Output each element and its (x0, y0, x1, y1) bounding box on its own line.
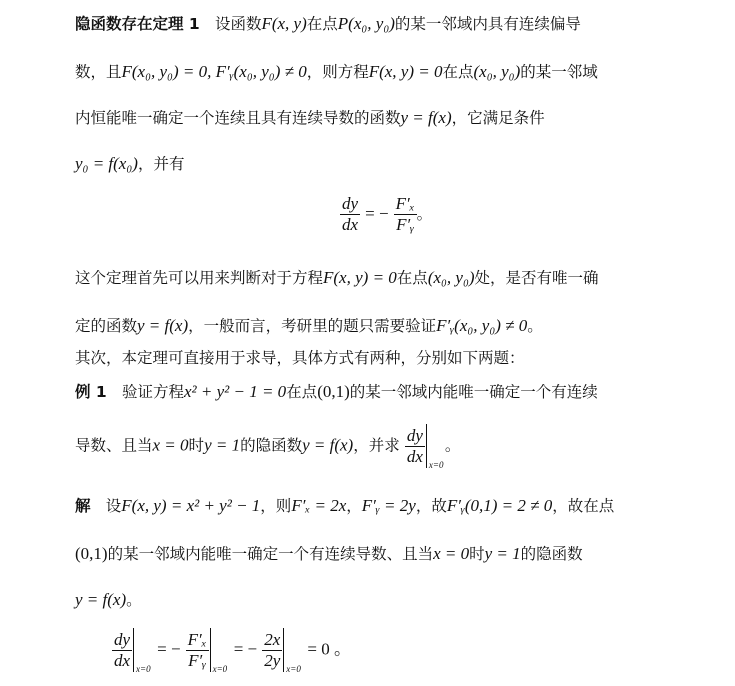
math: (0,1) (317, 382, 350, 401)
example-line-2 (75, 424, 460, 468)
text: 。 (126, 591, 142, 609)
text: ，一般而言，考研里的题只需要验证 (188, 317, 437, 335)
text: 的隐函数 (520, 545, 583, 563)
text: 这个定理首先可以用来判断对于方程 (75, 269, 324, 287)
theorem-line-1 (75, 12, 581, 34)
text: 设函数 (214, 15, 262, 33)
math: y = f(x) (400, 108, 452, 127)
numerator: dy (342, 194, 359, 213)
text: 时 (188, 436, 205, 455)
math: y = f(x) (302, 435, 354, 455)
numerator: 2x (264, 629, 281, 649)
text: 设 (105, 497, 122, 515)
eval-subscript: x=0 (286, 664, 301, 674)
para-line-1 (75, 266, 599, 288)
math: y = 1 (484, 544, 521, 563)
math: F(x, y) = 0 (323, 268, 397, 287)
evaluation-bar (283, 628, 302, 672)
example-line-1 (75, 380, 598, 402)
solution-formula (112, 628, 351, 672)
evaluation-bar (133, 628, 152, 672)
text: 其次，本定理可直接用于求导，具体方式有两种，分别如下两题： (75, 349, 525, 367)
math: P(x₀, y₀) (337, 14, 395, 33)
denominator: dx (342, 215, 359, 234)
text: 的隐函数 (240, 436, 303, 455)
math: x = 0 (433, 544, 470, 563)
fraction (405, 426, 425, 467)
denominator: dx (406, 446, 423, 466)
math: F′ₓ = 2x (291, 496, 347, 515)
math: y = f(x) (137, 316, 189, 335)
fraction (340, 194, 360, 235)
text: ，则方程 (306, 63, 369, 81)
numerator: dy (114, 629, 131, 649)
text: 导数、且当 (75, 436, 153, 455)
para-line-2 (75, 314, 543, 336)
solution-line-3 (75, 588, 142, 610)
text: 的某一邻域内能唯一确定一个有连续 (349, 383, 598, 401)
math: F(x₀, y₀) = 0, F′ᵧ(x₀, y₀) ≠ 0 (121, 62, 307, 81)
math: F(x, y) = x² + y² − 1 (121, 496, 261, 515)
solution-label: 解 (75, 497, 91, 515)
denominator: dx (114, 650, 131, 670)
math: F′ᵧ(x₀, y₀) ≠ 0 (436, 316, 528, 335)
solution-line-1 (75, 494, 614, 516)
para-line-3 (75, 346, 525, 368)
text: 处，是否有唯一确 (474, 269, 599, 287)
fraction (186, 630, 209, 671)
math: x = 0 (152, 435, 189, 455)
text: 的某一邻域内能唯一确定一个有连续导数、且当 (107, 545, 434, 563)
text: 内恒能唯一确定一个连续且具有连续导数的函数 (75, 109, 401, 127)
math: = − (365, 204, 389, 223)
text: 在点 (286, 383, 318, 401)
theorem-line-3 (75, 106, 545, 128)
text: 在点 (306, 15, 338, 33)
text: ，故在点 (552, 497, 615, 515)
text: ，并有 (137, 155, 185, 173)
math: y = f(x) (75, 590, 127, 609)
eval-subscript: x=0 (212, 664, 228, 674)
theorem-line-4 (75, 152, 184, 174)
text: ，故 (415, 497, 447, 515)
example-label: 例 1 (75, 383, 107, 401)
math: F′ᵧ = 2y (361, 496, 416, 515)
text: ，则 (260, 497, 292, 515)
math: F′ᵧ(0,1) = 2 ≠ 0 (446, 496, 553, 515)
text: 的某一邻域 (520, 63, 598, 81)
text: 在点 (442, 63, 474, 81)
text: 。 (527, 317, 543, 335)
numerator: F′ₓ (395, 194, 415, 213)
denominator: 2y (264, 650, 281, 670)
math: = − (157, 639, 181, 659)
denominator: F′ᵧ (396, 215, 415, 234)
evaluation-bar (426, 424, 445, 468)
math: y₀ = f(x₀) (75, 154, 138, 173)
eval-subscript: x=0 (136, 664, 151, 674)
text: 。 (444, 436, 461, 455)
fraction (262, 630, 282, 671)
denominator: F′ᵧ (188, 650, 207, 670)
text: 数，且 (75, 63, 122, 81)
numerator: F′ₓ (187, 629, 207, 649)
text: 。 (416, 205, 433, 223)
text: 定的函数 (75, 317, 138, 335)
math: = 0 。 (307, 639, 351, 659)
eval-subscript: x=0 (428, 460, 444, 470)
theorem-title: 隐函数存在定理 1 (75, 15, 200, 33)
math: F(x, y) = 0 (368, 62, 443, 81)
math: (x₀, y₀) (427, 268, 475, 287)
text: 验证方程 (121, 383, 184, 401)
fraction (112, 630, 132, 671)
text: 时 (469, 545, 485, 563)
text: 在点 (396, 269, 428, 287)
theorem-line-2 (75, 60, 598, 82)
fraction (394, 194, 417, 235)
numerator: dy (406, 425, 423, 445)
theorem-formula (340, 194, 432, 235)
math: y = 1 (204, 435, 241, 455)
math: (0,1) (75, 544, 108, 563)
math: = − (233, 639, 258, 659)
text: ， (346, 497, 362, 515)
text: ，它满足条件 (451, 109, 545, 127)
solution-line-2 (75, 542, 583, 564)
text: 的某一邻域内具有连续偏导 (394, 15, 581, 33)
evaluation-bar (210, 628, 229, 672)
math: (x₀, y₀) (473, 62, 521, 81)
math: x² + y² − 1 = 0 (183, 382, 287, 401)
text: ，并求 (353, 436, 400, 455)
math: F(x, y) (261, 14, 307, 33)
